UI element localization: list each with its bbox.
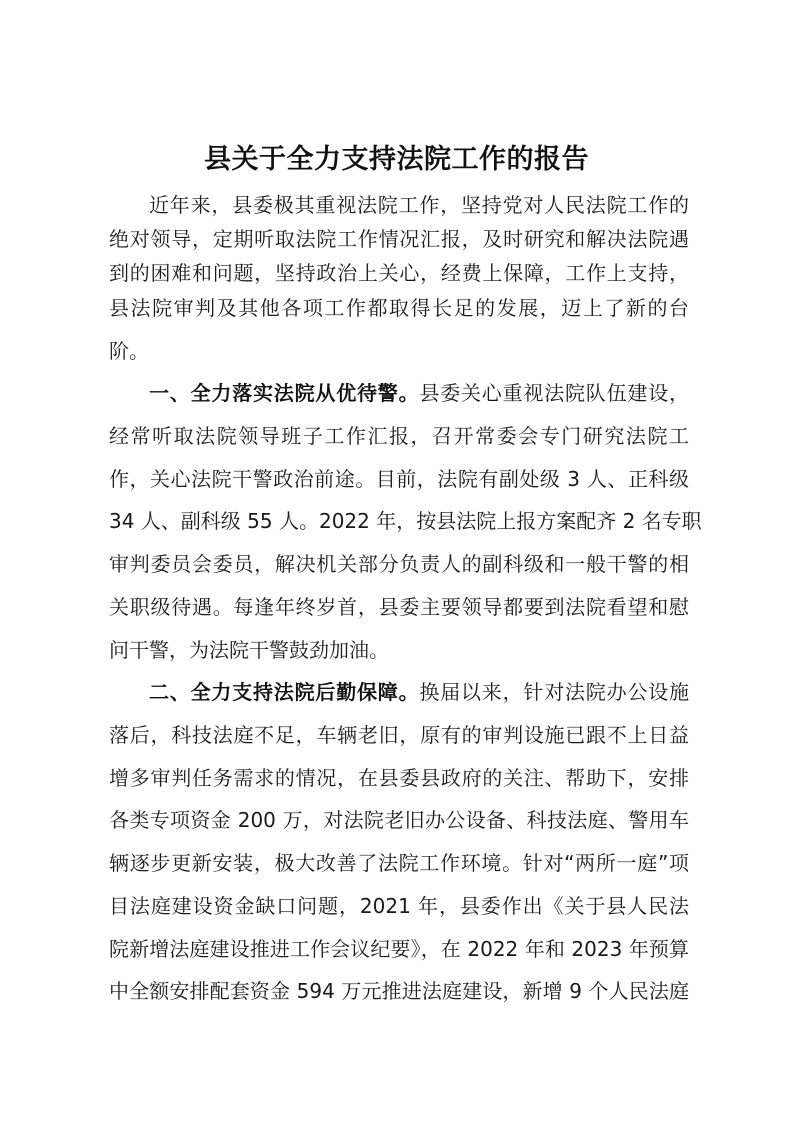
- document-title: 县关于全力支持法院工作的报告: [204, 144, 589, 175]
- section1-heading: 一、全力落实法院从优待警。: [149, 381, 420, 405]
- intro-line-2: 绝对领导，定期听取法院工作情况汇报，及时研究和解决法院遇: [109, 227, 689, 251]
- section2-line-5: 辆逐步更新安装，极大改善了法院工作环境。针对“两所一庭”项: [109, 851, 689, 875]
- intro-line-5: 阶。: [109, 339, 149, 363]
- section2-first-line: [149, 678, 689, 706]
- section1-first-line-text: 县委关心重视法院队伍建设，: [419, 381, 690, 405]
- section1-line-6: 关职级待遇。每逢年终岁首，县委主要领导都要到法院看望和慰: [109, 595, 689, 619]
- intro-line-4: 县法院审判及其他各项工作都取得长足的发展，迈上了新的台: [109, 296, 689, 320]
- section2-line-6: 目法庭建设资金缺口问题，2021 年，县委作出《关于县人民法: [109, 894, 689, 918]
- section1-line-7: 问干警，为法院干警鼓劲加油。: [109, 638, 389, 662]
- section1-line-4: 34 人、副科级 55 人。2022 年，按县法院上报方案配齐 2 名专职: [109, 509, 702, 533]
- section2-line-2: 落后，科技法庭不足，车辆老旧，原有的审判设施已跟不上日益: [109, 723, 689, 747]
- section2-heading: 二、全力支持法院后勤保障。: [149, 680, 420, 704]
- section1-line-2: 经常听取法院领导班子工作汇报，召开常委会专门研究法院工: [109, 424, 689, 448]
- section2-line-4: 各类专项资金 200 万，对法院老旧办公设备、科技法庭、警用车: [109, 808, 689, 832]
- intro-line-3: 到的困难和问题，坚持政治上关心，经费上保障，工作上支持，: [109, 261, 689, 285]
- section2-first-line-text: 换届以来，针对法院办公设施: [419, 680, 690, 704]
- section2-line-8: 中全额安排配套资金 594 万元推进法庭建设，新增 9 个人民法庭: [109, 979, 689, 1003]
- section2-line-3: 增多审判任务需求的情况，在县委县政府的关注、帮助下，安排: [109, 766, 689, 790]
- intro-line-1: 近年来，县委极其重视法院工作，坚持党对人民法院工作的: [149, 193, 689, 217]
- section1-first-line: [149, 379, 689, 407]
- section2-line-7: 院新增法庭建设推进工作会议纪要》，在 2022 年和 2023 年预算: [109, 937, 689, 961]
- section1-line-3: 作，关心法院干警政治前途。目前，法院有副处级 3 人、正科级: [109, 467, 689, 491]
- section1-line-5: 审判委员会委员，解决机关部分负责人的副科级和一般干警的相: [109, 552, 689, 576]
